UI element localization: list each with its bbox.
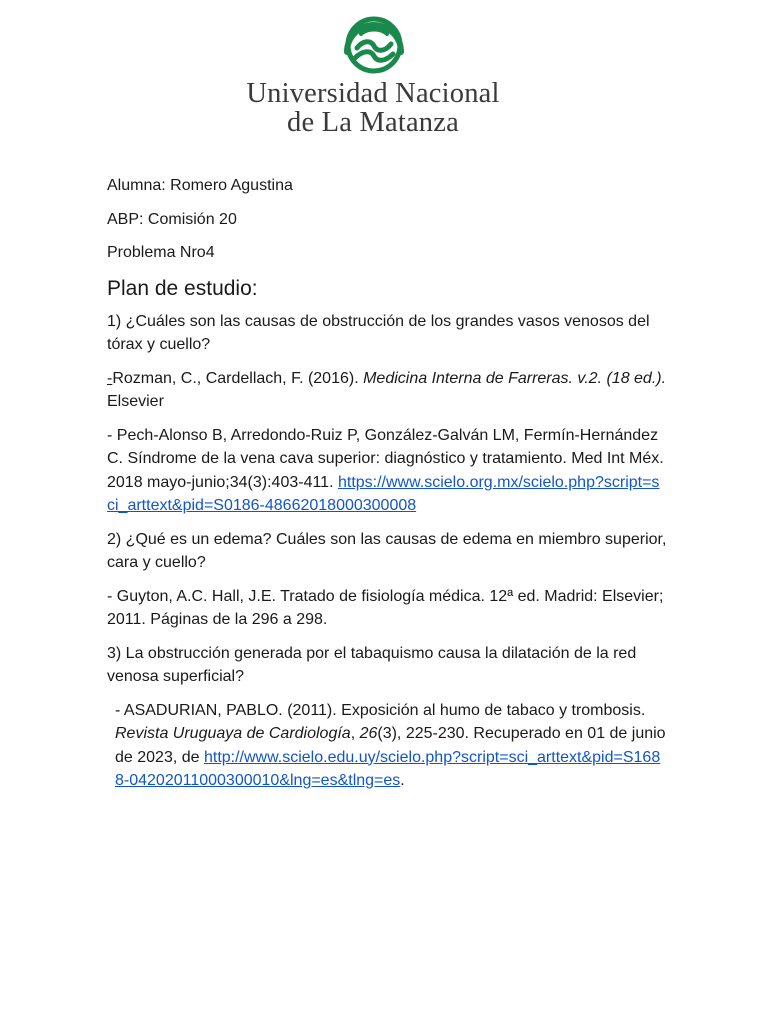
question-1: 1) ¿Cuáles son las causas de obstrucción de los grandes vasos venosos del tórax y cuello?	[107, 312, 650, 353]
ref-authors: Rozman, C., Cardellach, F. (2016).	[112, 369, 364, 387]
scielo-uy-link[interactable]: http://www.scielo.edu.uy/scielo.php?script=sci_arttext&pid=S1688-04202011000300010&lng=es&tlng=es	[115, 748, 661, 789]
question-2: 2) ¿Qué es un edema? Cuáles son las causas de edema en miembro superior, cara y cuello?	[107, 530, 667, 571]
question-3: 3) La obstrucción generada por el tabaquismo causa la dilatación de la red venosa superficial?	[107, 644, 637, 685]
document-body	[107, 174, 667, 803]
ref-text: - ASADURIAN, PABLO. (2011). Exposición al humo de tabaco y trombosis.	[115, 701, 646, 719]
unlam-logo-icon	[339, 12, 409, 74]
university-name-line1: Universidad Nacional	[246, 78, 500, 109]
ref-volume: 26	[359, 725, 378, 742]
problem-number: Problema Nro4	[107, 244, 215, 261]
ref-end: .	[400, 772, 405, 789]
ref-rest: (3), 225-230. Recuperado en 01 de junio de 2023, de	[115, 725, 666, 766]
ref-journal: Revista Uruguaya de Cardiología	[115, 725, 351, 742]
reference-asadurian	[107, 699, 667, 793]
reference-guyton: - Guyton, A.C. Hall, J.E. Tratado de fisiología médica. 12ª ed. Madrid: Elsevier; 2011. Páginas de la 296 a 298.	[107, 587, 664, 628]
ref-publisher: Elsevier	[107, 393, 164, 410]
ref-separator: ,	[350, 725, 360, 742]
scielo-mx-link[interactable]: https://www.scielo.org.mx/scielo.php?script=sci_arttext&pid=S0186-48662018000300008	[107, 473, 660, 514]
reference-pech-alonso	[107, 424, 667, 518]
student-name: Alumna: Romero Agustina	[107, 177, 293, 194]
university-name-line2: de La Matanza	[287, 107, 459, 138]
plan-title: Plan de estudio:	[107, 276, 258, 300]
reference-rozman	[107, 367, 667, 414]
ref-book-title: Medicina Interna de Farreras. v.2. (18 ed.).	[363, 369, 667, 387]
ref-text: - Pech-Alonso B, Arredondo-Ruiz P, González-Galván LM, Fermín-Hernández C. Síndrome de la vena cava superior: diagnóstico y tratamiento. Med Int Méx. 2018 mayo-junio;34(3):403-411.	[107, 426, 664, 491]
ref-dash: -	[107, 369, 113, 387]
commission: ABP: Comisión 20	[107, 210, 237, 228]
